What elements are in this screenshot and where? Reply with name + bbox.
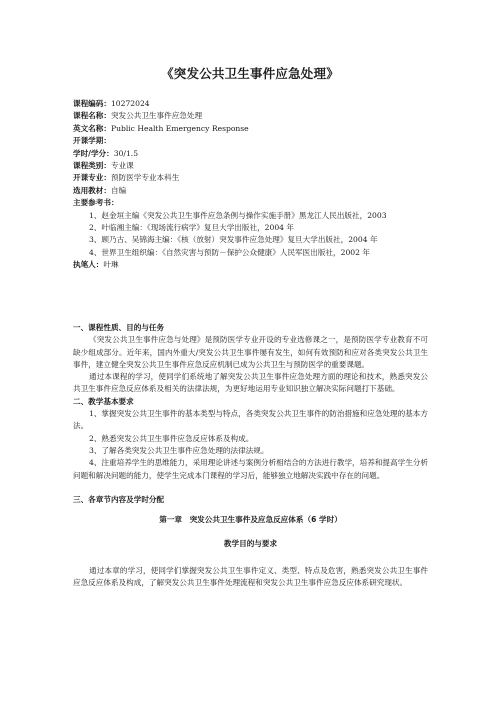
chapter-title: 第一章 突发公共卫生事件及应急反应体系（6 学时） (159, 515, 342, 525)
meta-row-english-name (73, 123, 440, 135)
requirement-item: 2、熟悉突发公共卫生事件应急反应体系及构成。 (89, 433, 254, 443)
course-meta (73, 98, 440, 272)
reference-item: 4、世界卫生组织编：《自然灾害与预防－保护公众健康》人民军医出版社，2002 年 (89, 247, 370, 257)
chapter-subheading: 教学目的与要求 (223, 539, 278, 549)
reference-item: 1、赵金垣主编《突发公共卫生事件应急条例与操作实施手册》黑龙江人民出版社，2003 (89, 210, 387, 220)
meta-row-term (73, 135, 440, 147)
reference-list (73, 210, 440, 260)
meta-row-references (73, 197, 440, 209)
meta-row-textbook (73, 185, 440, 197)
section-heading: 二、教学基本要求 (73, 396, 134, 406)
meta-label: 开课专业： (73, 173, 111, 183)
paragraph: 《突发公共卫生事件应急与处理》是预防医学专业开设的专业选修课之一，是预防医学专业教育不可缺少组成部分。近年来，国内外重大/突发公共卫生事件屡有发生，如何有效预防和应对各类突发公共卫生事件，建立健全突发公共卫生事件应急反应机制已成为公共卫生与预防医学的重要课题。 (73, 335, 428, 369)
meta-row-type (73, 160, 440, 172)
meta-label: 选用教材： (73, 185, 111, 195)
meta-value: 自编 (110, 185, 127, 195)
requirement-item: 1、掌握突发公共卫生事件的基本类型与特点，各类突发公共卫生事件的防治措施和应急处理的基本方法。 (73, 409, 428, 431)
requirement-item: 4、注重培养学生的思维能力，采用理论讲述与案例分析相结合的方法进行教学，培养和提高学生分析问题和解决问题的能力，使学生完成本门课程的学习后，能够独立地解决实践中存在的问题。 (73, 458, 428, 480)
meta-value: 叶琳 (103, 260, 119, 270)
meta-label: 课程名称： (73, 111, 111, 121)
requirement-item: 3、了解各类突发公共卫生事件应急处理的法律法规。 (89, 445, 269, 455)
page-title: 《突发公共卫生事件应急处理》 (161, 66, 339, 81)
meta-row-name (73, 110, 440, 122)
meta-label: 英文名称： (73, 123, 111, 133)
meta-label: 课程编码： (73, 99, 111, 108)
meta-value: 30/1.5 (113, 148, 139, 158)
meta-label: 学时/学分： (73, 148, 114, 158)
meta-row-hours (73, 148, 440, 160)
meta-value: 10272024 (110, 99, 150, 108)
section-heading: 一、课程性质、目的与任务 (73, 323, 165, 332)
reference-item: 3、顾乃古、吴锦海主编：《核（放射）突发事件应急处理》复旦大学出版社，2004 年 (89, 235, 378, 245)
meta-label: 课程类别： (73, 161, 111, 171)
paragraph: 通过本课程的学习，使同学们系统地了解突发公共卫生事件应急处理方面的理论和技术，熟悉突发公共卫生事件应急反应体系及相关的法律法规，为更好地运用专业知识独立解决实际问题打下基础。 (73, 372, 428, 394)
meta-value: 突发公共卫生事件应急处理 (110, 111, 203, 121)
meta-value: 预防医学专业本科生 (110, 173, 180, 183)
meta-label: 执笔人： (73, 260, 104, 270)
paragraph: 通过本章的学习，使同学们掌握突发公共卫生事件定义、类型、特点及危害，熟悉突发公共卫生事件应急反应体系及构成，了解突发公共卫生事件处理流程和突发公共卫生事件应急反应体系研究现状。 (73, 565, 428, 588)
document-body (73, 322, 428, 589)
meta-row-code (73, 98, 440, 110)
meta-label: 主要参考书： (73, 198, 119, 208)
meta-label: 开课学期： (73, 136, 111, 146)
reference-item: 2、叶临湘主编：《现场流行病学》复旦大学出版社，2004 年 (89, 223, 295, 233)
meta-row-author (73, 259, 440, 271)
meta-value: 专业课 (110, 161, 134, 171)
meta-value: Public Health Emergency Response (110, 123, 249, 133)
spacer (73, 482, 428, 494)
section-heading: 三、各章节内容及学时分配 (73, 494, 165, 504)
meta-row-major (73, 172, 440, 184)
